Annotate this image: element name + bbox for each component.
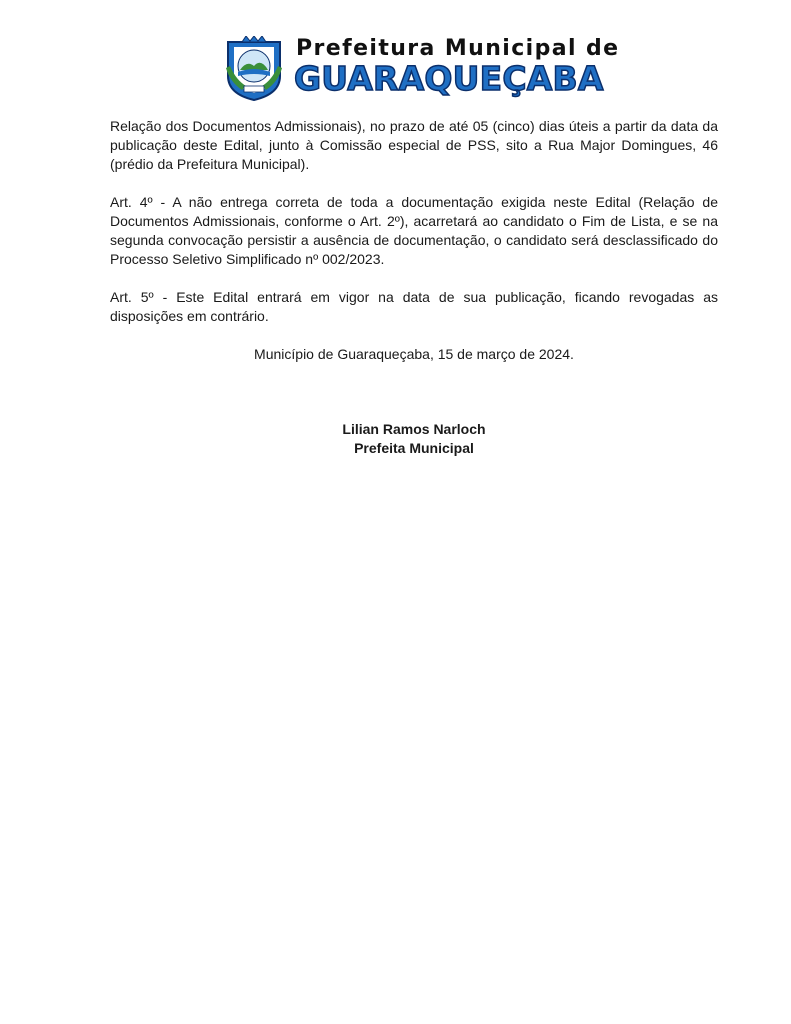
signature-block (110, 420, 718, 458)
paragraph-art-5: Art. 5º - Este Edital entrará em vigor na data de sua publicação, ficando revogadas as disposições em contrário. (110, 289, 718, 324)
signatory-role: Prefeita Municipal (354, 440, 474, 456)
header-title-line2: GUARAQUEÇABA (294, 59, 604, 98)
document-body (110, 117, 718, 383)
letterhead (222, 36, 620, 102)
signatory-name: Lilian Ramos Narloch (342, 421, 486, 437)
header-title-line1: Prefeitura Municipal de (296, 36, 620, 61)
date-line: Município de Guaraqueçaba, 15 de março de 2024. (254, 346, 574, 362)
paragraph-1: Relação dos Documentos Admissionais), no prazo de até 05 (cinco) dias úteis a partir da data da publicação deste Edital, junto à Comissão especial de PSS, sito a Rua Major Domingues, 46 (prédio da Prefeitura Municipal). (110, 118, 718, 172)
paragraph-art-4: Art. 4º - A não entrega correta de toda a documentação exigida neste Edital (Relação de Documentos Admissionais, conforme o Art. 2º), acarretará ao candidato o Fim de Lista, e se na segunda convocação persistir a ausência de documentação, o candidato será desclassificado do Processo Seletivo Simplificado nº 002/2023. (110, 194, 718, 267)
municipal-crest-icon (222, 36, 286, 102)
